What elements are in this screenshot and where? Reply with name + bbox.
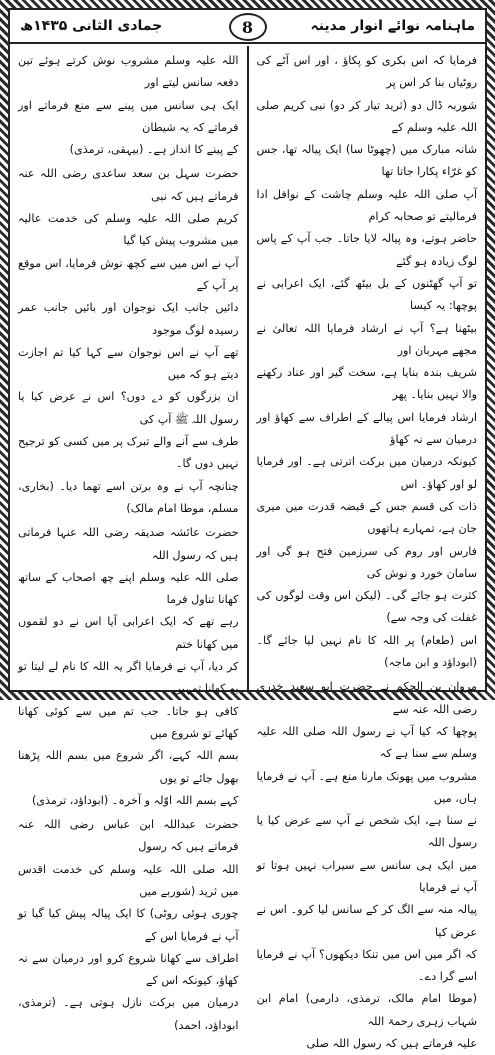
paragraph: حضرت سہل بن سعد ساعدی رضی اللہ عنہ فرماتے ہیں کہ نبی کریم صلی اللہ علیہ وسلم کی خدمت عالیہ میں مشروب پیش کیا گیا آپ نے اس میں سے کچھ نوش فرمایا، اس موقع پر آپ کے دائیں جانب ایک نوجوان اور بائیں جانب عمر رسیدہ لوگ موجود تھے آپ نے اس نوجوان سے کہا کیا تم اجازت دیتے ہو کہ میں ان بزرگوں کو دے دوں؟ اس نے عرض کیا یا رسول اللہ ﷺ آپ کی طرف سے آنے والے تبرک پر میں کسی کو ترجیح نہیں دوں گا۔ چنانچہ آپ نے وہ برتن اسے تھما دیا۔ (بخاری، مسلم، موطا امام مالک) (18, 167, 239, 515)
issue-date: جمادی الثانی ۱۴۳۵ھ (20, 18, 163, 34)
paragraph: اللہ علیہ وسلم مشروب نوش کرتے ہوئے تین دفعہ سانس لیتے اور ایک ہی سانس میں پینے سے منع فرماتے اور فرماتے کہ یہ شیطان کے پینے کا انداز ہے۔ (بیہقی، ترمذی) (18, 54, 239, 157)
page-number: 8 (229, 13, 267, 41)
page-content (8, 8, 487, 1051)
paragraph: حضرت عائشہ صدیقہ رضی اللہ عنہا فرماتی ہیں کہ رسول اللہ صلی اللہ علیہ وسلم اپنے چھ اصحاب کے ساتھ کھانا تناول فرما رہے تھے کہ ایک اعرابی آیا اس نے دو لقموں میں کھانا ختم کر دیا، آپ نے فرمایا اگر یہ اللہ کا نام لے لیتا تو یہ کھانا تمہیں کافی ہو جاتا۔ جب تم میں سے کوئی کھانا کھائے تو شروع میں بسم اللہ کہے، اگر شروع میں بسم اللہ پڑھنا بھول جائے تو یوں کہے بسم اللہ اوّلہ و آخرہ۔ (ابوداؤد، ترمذی) (18, 526, 239, 807)
right-column (247, 46, 486, 1051)
text-columns (10, 46, 485, 1051)
paragraph: حضرت عبداللہ ابن عباس رضی اللہ عنہ فرماتے ہیں کہ رسول اللہ صلی اللہ علیہ وسلم کی خدمت اقدس میں ثرید (شوربے میں چوری ہوئی روٹی) کا ایک پیالہ پیش کیا گیا تو آپ نے فرمایا اس کے اطراف سے کھانا شروع کرو اور درمیان سے نہ کھاؤ، کیونکہ اس کے درمیان میں برکت نازل ہوتی ہے۔ (ترمذی، ابوداؤد، احمد) (18, 818, 239, 1032)
paragraph: مروان بن الحکم نے حضرت ابو سعید خدری رضی اللہ عنہ سے پوچھا کہ کیا آپ نے رسول اللہ صلی اللہ علیہ وسلم سے سنا ہے کہ مشروب میں پھونک مارنا منع ہے۔ آپ نے فرمایا ہاں، میں نے سنا ہے، ایک شخص نے آپ سے عرض کیا یا رسول اللہ میں ایک ہی سانس سے سیراب نہیں ہوتا تو آپ نے فرمایا پیالہ منہ سے الگ کر کے سانس لیا کرو۔ اس نے عرض کیا کہ اگر میں اس میں تنکا دیکھوں؟ آپ نے فرمایا اسے گرا دے۔ (موطا امام مالک، ترمذی، دارمی) امام ابن شہاب زہری رحمۃ اللہ علیہ فرماتے ہیں کہ رسول اللہ صلی (256, 680, 477, 1051)
magazine-title: ماہنامہ نوائے انوار مدینہ (310, 18, 475, 34)
paragraph: فرمایا کہ اس بکری کو پکاؤ ، اور اس آٹے کی روٹیاں بنا کر اس پر شوربہ ڈال دو (ثرید تیار کر دو) نبی کریم صلی اللہ علیہ وسلم کے شانہ مبارک میں (چھوٹا سا) ایک پیالہ تھا، جس کو غرّاء پکارا جاتا تھا آپ صلی اللہ علیہ وسلم چاشت کے نوافل ادا فرمالیتے تو صحابہ کرام حاضر ہوتے، وہ پیالہ لایا جاتا۔ جب آپ کے پاس لوگ زیادہ ہو گئے تو آپ گھٹنوں کے بل بیٹھ گئے، ایک اعرابی نے پوچھا: یہ کیسا بیٹھنا ہے؟ آپ نے ارشاد فرمایا اللہ تعالیٰ نے مجھے مہربان اور شریف بندہ بنایا ہے، سخت گیر اور عناد رکھنے والا نہیں بنایا۔ پھر ارشاد فرمایا اس پیالے کے اطراف سے کھاؤ اور درمیان سے نہ کھاؤ کیونکہ درمیان میں برکت اترتی ہے۔ اور فرمایا لو اور کھاؤ۔ اس ذات کی قسم جس کے قبضہ قدرت میں میری جان ہے، تمہارے ہاتھوں فارس اور روم کی سرزمین فتح ہو گی اور سامان خورد و نوش کی کثرت ہو جائے گی۔ (لیکن اس وقت لوگوں کی غفلت کی وجہ سے) اس (طعام) پر اللہ کا نام نہیں لیا جائے گا۔ (ابوداؤد و ابن ماجہ) (256, 54, 477, 670)
left-column (10, 46, 247, 1032)
